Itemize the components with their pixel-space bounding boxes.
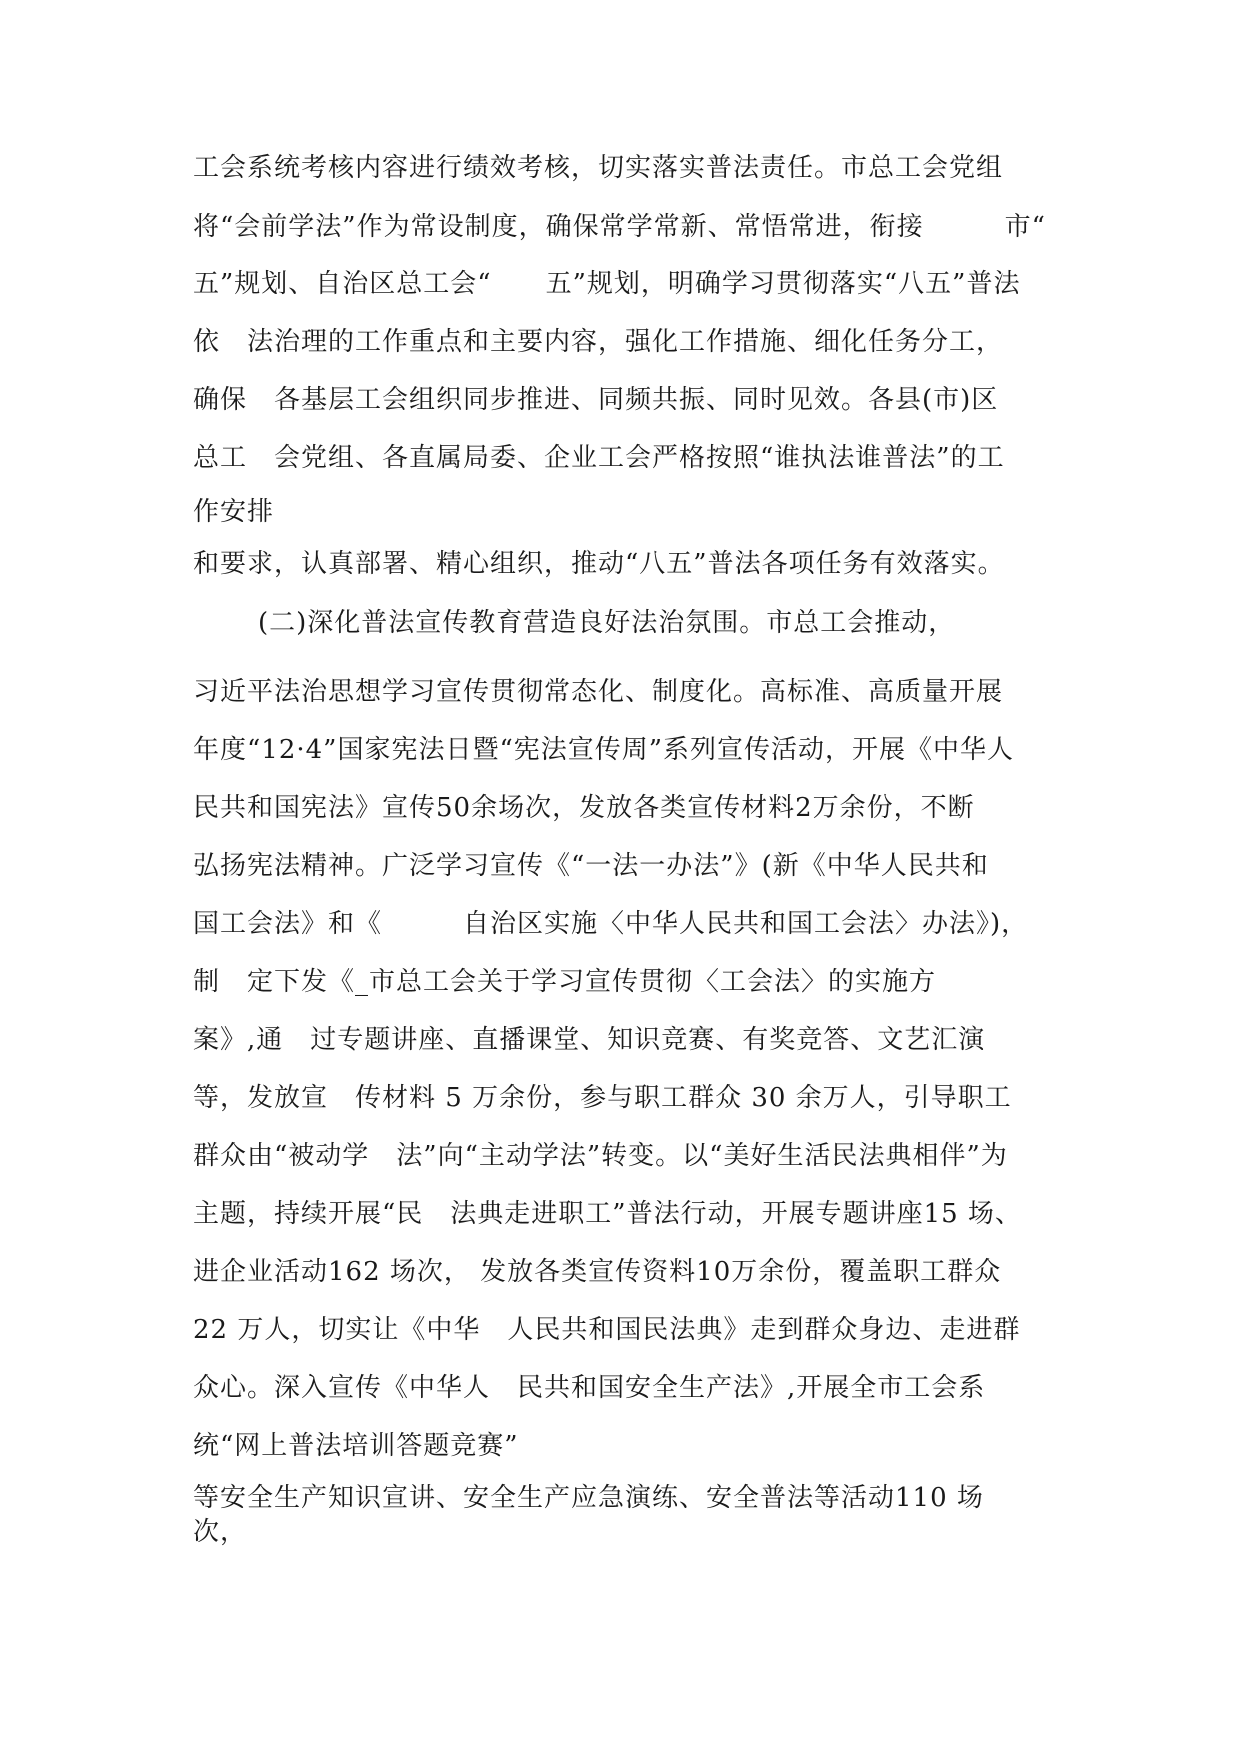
paragraph-line: 依 法治理的工作重点和主要内容，强化工作措施、细化任务分工，	[193, 327, 1004, 357]
paragraph-line: 等安全生产知识宣讲、安全生产应急演练、安全普法等活动110 场	[193, 1483, 984, 1513]
paragraph-line: 和要求，认真部署、精心组织，推动“八五”普法各项任务有效落实。	[193, 549, 1005, 579]
paragraph-line: 五”规划、自治区总工会“ 五”规划，明确学习贯彻落实“八五”普法	[193, 269, 1021, 299]
paragraph-line: 习近平法治思想学习宣传贯彻常态化、制度化。高标准、高质量开展	[193, 677, 1004, 707]
paragraph-line: 众心。深入宣传《中华人 民共和国安全生产法》,开展全市工会系	[193, 1373, 986, 1403]
paragraph-line: 次，	[193, 1517, 248, 1547]
paragraph-line: 工会系统考核内容进行绩效考核，切实落实普法责任。市总工会党组	[193, 153, 1004, 183]
paragraph-line: 22 万人，切实让《中华 人民共和国民法典》走到群众身边、走进群	[193, 1315, 1021, 1345]
paragraph-line: 将“会前学法”作为常设制度，确保常学常新、常悟常进，衔接 市“	[193, 212, 1046, 242]
paragraph-line: 等，发放宣 传材料 5 万余份，参与职工群众 30 余万人，引导职工	[193, 1083, 1012, 1113]
paragraph-line: 国工会法》和《 自治区实施〈中华人民共和国工会法〉办法》)，	[193, 909, 1029, 939]
paragraph-line: 总工 会党组、各直属局委、企业工会严格按照“谁执法谁普法”的工	[193, 443, 1005, 473]
section-heading-line: (二)深化普法宣传教育营造良好法治氛围。市总工会推动，	[258, 608, 956, 638]
paragraph-line: 统“网上普法培训答题竞赛”	[193, 1431, 519, 1461]
paragraph-line: 弘扬宪法精神。广泛学习宣传《“一法一办法”》(新《中华人民共和	[193, 851, 989, 881]
paragraph-line: 确保 各基层工会组织同步推进、同频共振、同时见效。各县(市)区	[193, 385, 999, 415]
paragraph-line: 民共和国宪法》宣传50余场次，发放各类宣传材料2万余份，不断	[193, 793, 975, 823]
paragraph-line: 案》,通 过专题讲座、直播课堂、知识竞赛、有奖竞答、文艺汇演	[193, 1025, 986, 1055]
paragraph-line: 制 定下发《_市总工会关于学习宣传贯彻〈工会法〉的实施方	[193, 967, 937, 997]
paragraph-line: 群众由“被动学 法”向“主动学法”转变。以“美好生活民法典相伴”为	[193, 1141, 1008, 1171]
paragraph-line: 作安排	[193, 497, 275, 527]
paragraph-line: 主题，持续开展“民 法典走进职工”普法行动，开展专题讲座15 场、	[193, 1199, 1022, 1229]
paragraph-line: 年度“12·4”国家宪法日暨“宪法宣传周”系列宣传活动，开展《中华人	[193, 735, 1015, 765]
paragraph-line: 进企业活动162 场次， 发放各类宣传资料10万余份，覆盖职工群众	[193, 1257, 1002, 1287]
